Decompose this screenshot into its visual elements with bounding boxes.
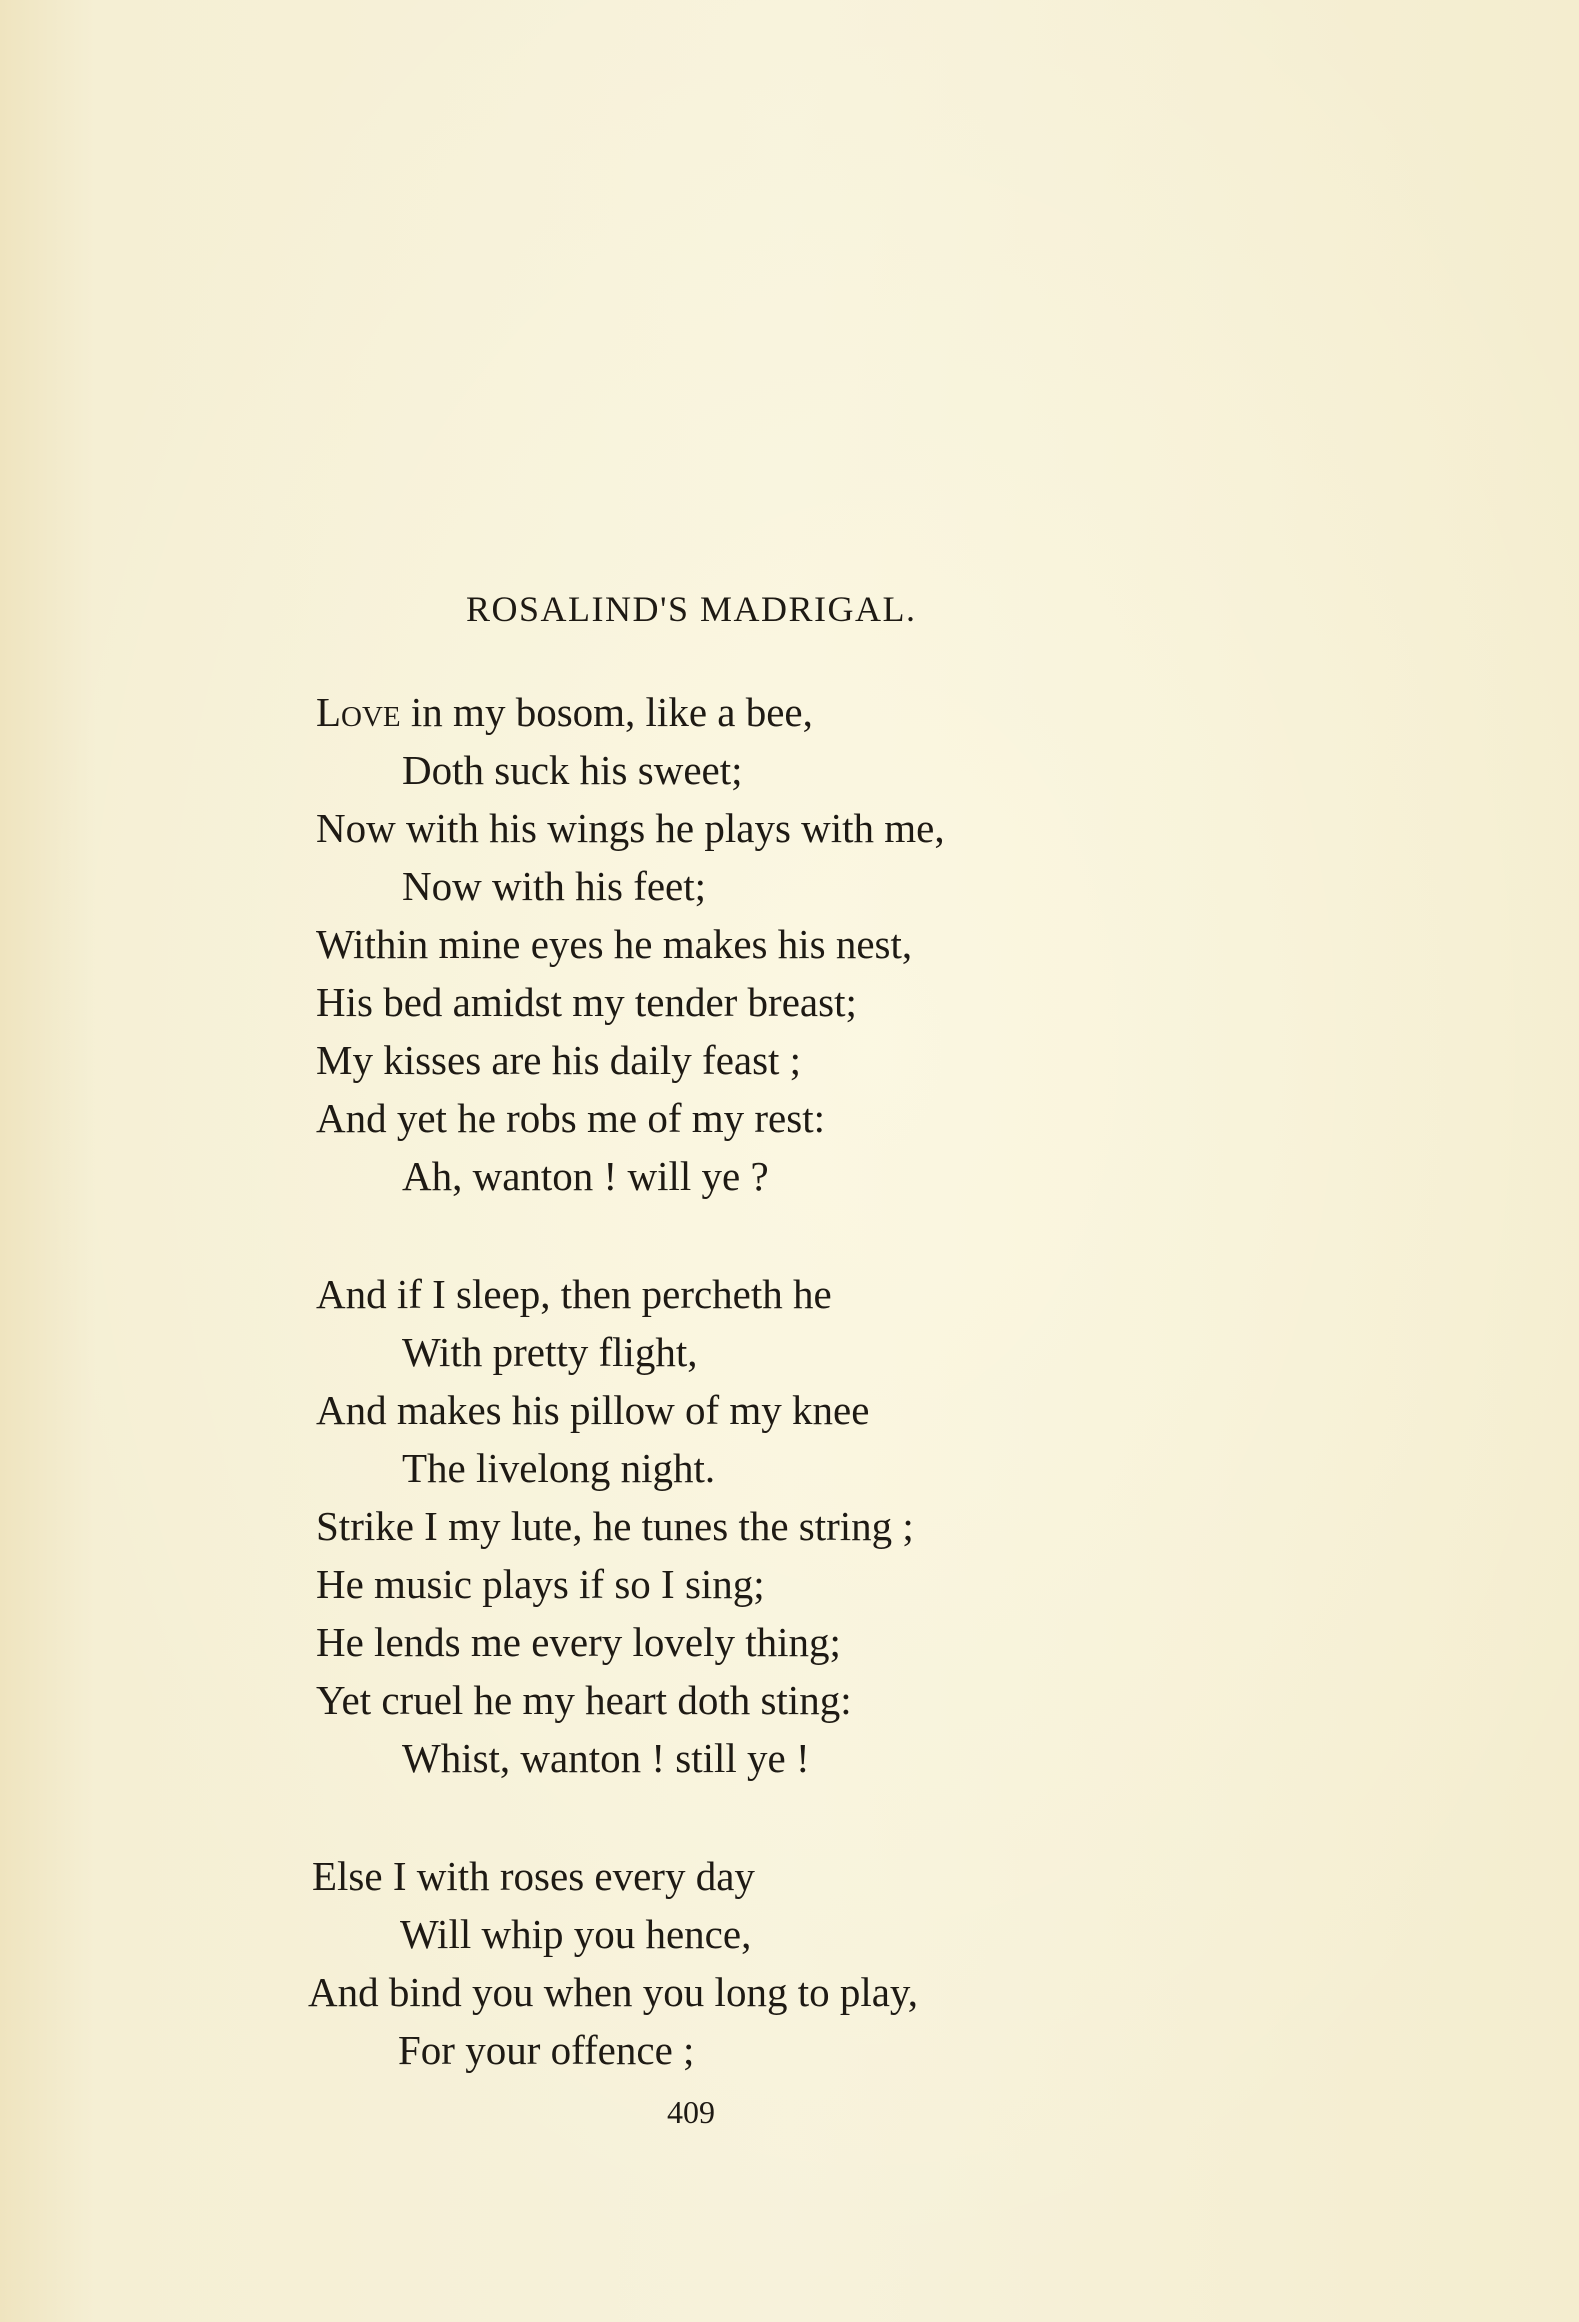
poem-line: And bind you when you long to play, [308, 1969, 919, 2015]
poem-line: Now with his feet; [402, 863, 707, 909]
poem-line: And makes his pillow of my knee [316, 1387, 870, 1433]
poem-line: My kisses are his daily feast ; [316, 1037, 802, 1083]
poem-line [316, 689, 813, 735]
poem-line: And if I sleep, then percheth he [316, 1271, 832, 1317]
poem-line-lead: Love [316, 689, 401, 735]
poem-line: Whist, wanton ! still ye ! [402, 1735, 810, 1781]
poem-line: The livelong night. [402, 1445, 716, 1491]
poem-line-text: in my bosom, like a bee, [400, 689, 813, 735]
poem-line: Will whip you hence, [400, 1911, 752, 1957]
page-number: 409 [667, 2094, 715, 2130]
poem-line: Else I with roses every day [312, 1853, 755, 1899]
poem-line: Now with his wings he plays with me, [316, 805, 945, 851]
poem-line: With pretty flight, [402, 1329, 698, 1375]
poem-line: Doth suck his sweet; [402, 747, 743, 793]
poem-line: Strike I my lute, he tunes the string ; [316, 1503, 914, 1549]
poem-line: He lends me every lovely thing; [316, 1619, 841, 1665]
poem-line: His bed amidst my tender breast; [316, 979, 857, 1025]
poem-line: And yet he robs me of my rest: [316, 1095, 825, 1141]
poem-line: For your offence ; [398, 2027, 695, 2073]
poem-line: Yet cruel he my heart doth sting: [316, 1677, 852, 1723]
poem-title: ROSALIND'S MADRIGAL. [466, 589, 917, 629]
poem-line: He music plays if so I sing; [316, 1561, 765, 1607]
poem-line: Ah, wanton ! will ye ? [402, 1153, 769, 1199]
poem-line: Within mine eyes he makes his nest, [316, 921, 913, 967]
